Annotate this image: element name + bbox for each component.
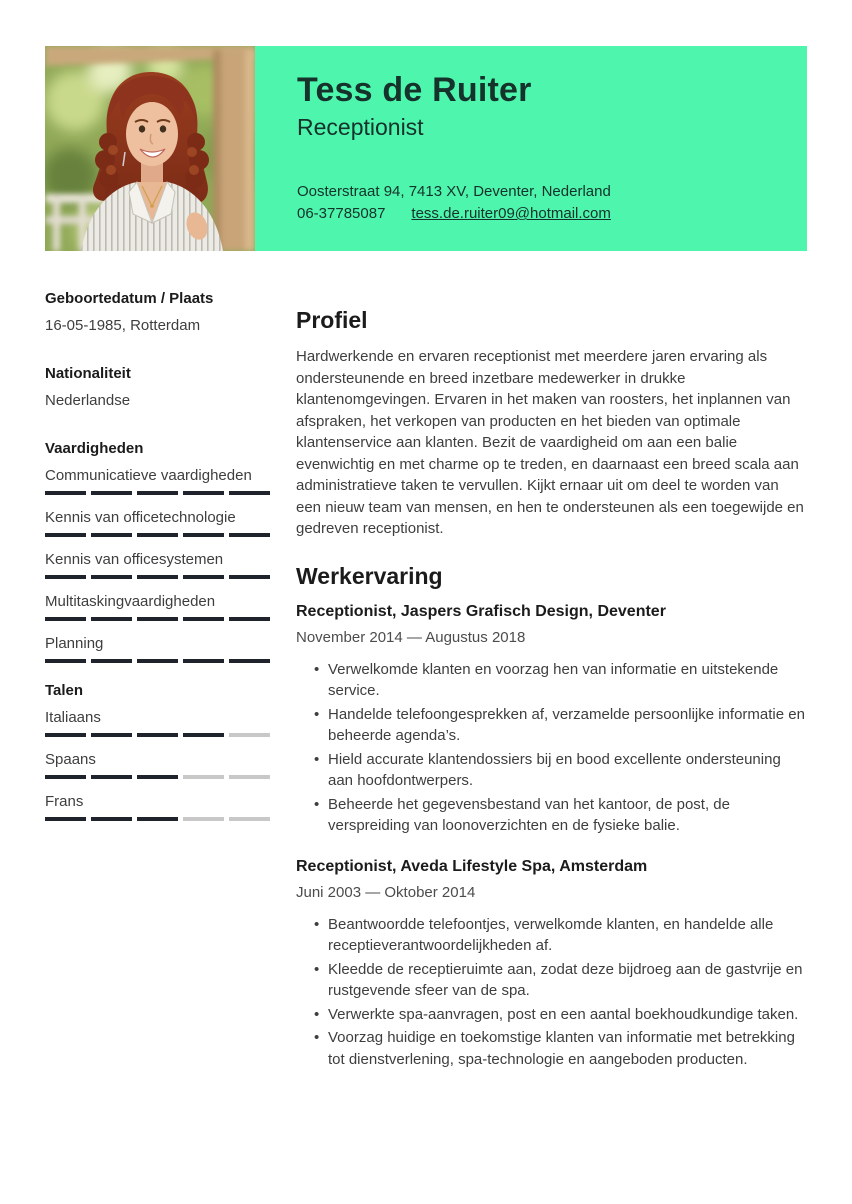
skill-meter (45, 533, 270, 537)
meter-segment (183, 817, 224, 821)
language-item (45, 708, 270, 737)
skill-label: Kennis van officetechnologie (45, 509, 236, 526)
meter-segment (183, 533, 224, 537)
skill-label: Multitaskingvaardigheden (45, 593, 216, 610)
skills-section (45, 439, 270, 663)
meter-segment (229, 775, 270, 779)
job-entry (296, 602, 807, 837)
meter-segment (45, 817, 86, 821)
birth-section (45, 289, 270, 336)
nationality-value: Nederlandse (45, 392, 131, 409)
job-entry (296, 857, 807, 1071)
language-item (45, 750, 270, 779)
skill-item (45, 634, 270, 663)
meter-segment (137, 575, 178, 579)
experience-heading: Werkervaring (296, 562, 443, 589)
language-label: Italiaans (45, 709, 101, 726)
person-job-title: Receptionist (297, 114, 424, 140)
job-bullet: • Voorzag huidige en toekomstige klanten van informatie met betrekking tot dienstverlening, spa-technologie en aangeboden producten. (313, 1027, 807, 1070)
meter-segment (229, 491, 270, 495)
skill-meter (45, 617, 270, 621)
contact-email-link[interactable]: tess.de.ruiter09@hotmail.com (411, 205, 611, 222)
profile-photo (45, 46, 255, 251)
language-label: Frans (45, 793, 84, 810)
meter-segment (229, 817, 270, 821)
meter-segment (91, 617, 132, 621)
meter-segment (91, 491, 132, 495)
meter-segment (91, 533, 132, 537)
language-meter (45, 817, 270, 821)
skill-item (45, 550, 270, 579)
profile-heading: Profiel (296, 307, 368, 333)
meter-segment (91, 733, 132, 737)
meter-segment (45, 533, 86, 537)
meter-segment (45, 659, 86, 663)
birth-heading: Geboortedatum / Plaats (45, 290, 214, 307)
job-bullet: • Hield accurate klantendossiers bij en bood excellente ondersteuning aan hoofdontwerpers. (313, 749, 807, 792)
meter-segment (183, 775, 224, 779)
job-bullet: • Beantwoordde telefoontjes, verwelkomde klanten, en handelde alle receptieverantwoordelijkheden af. (313, 914, 807, 957)
job-period: November 2014 — Augustus 2018 (296, 628, 526, 646)
meter-segment (137, 659, 178, 663)
sidebar (45, 289, 270, 1072)
skill-item (45, 592, 270, 621)
meter-segment (91, 775, 132, 779)
meter-segment (137, 491, 178, 495)
meter-segment (137, 733, 178, 737)
meter-segment (183, 659, 224, 663)
skill-item (45, 466, 270, 495)
meter-segment (45, 775, 86, 779)
skill-meter (45, 659, 270, 663)
resume-header (45, 46, 807, 251)
birth-value: 16-05-1985, Rotterdam (45, 317, 201, 334)
skill-meter (45, 575, 270, 579)
nationality-heading: Nationaliteit (45, 365, 131, 382)
job-bullet-list (296, 914, 807, 1071)
meter-segment (45, 575, 86, 579)
meter-segment (183, 733, 224, 737)
meter-segment (229, 533, 270, 537)
meter-segment (137, 533, 178, 537)
languages-heading: Talen (45, 682, 84, 699)
skill-label: Communicatieve vaardigheden (45, 467, 252, 484)
meter-segment (229, 659, 270, 663)
meter-segment (183, 617, 224, 621)
nationality-section (45, 364, 270, 411)
meter-segment (137, 817, 178, 821)
job-title: Receptionist, Aveda Lifestyle Spa, Amsterdam (296, 857, 648, 875)
contact-phone: 06-37785087 (297, 205, 386, 222)
job-bullet: • Beheerde het gegevensbestand van het kantoor, de post, de verspreiding van loonoverzichten en de fysieke balie. (313, 794, 807, 837)
contact-block (297, 181, 779, 224)
meter-segment (91, 817, 132, 821)
job-period: Juni 2003 — Oktober 2014 (296, 883, 476, 901)
meter-segment (91, 659, 132, 663)
skill-label: Planning (45, 635, 104, 652)
header-green-panel (255, 46, 807, 251)
profile-text: Hardwerkende en ervaren receptionist met meerdere jaren ervaring als ondersteunende en breed inzetbare medewerker in drukke klantenomgevingen. Ervaren in het maken van roosters, het inplannen van afspraken, het verkopen van producten en het bieden van optimale klantenservice aan klanten. Bezit de vaardigheid om aan een balie evenwichtig en met charme op te treden, en daarnaast een breed scala aan administratieve taken te vervullen. Kijkt ernaar uit om deel te worden van een nieuw team van mensen, en hen te ondersteunen als een toegewijde en gedreven receptionist. (296, 348, 804, 537)
meter-segment (45, 733, 86, 737)
language-label: Spaans (45, 751, 96, 768)
meter-segment (183, 491, 224, 495)
meter-segment (183, 575, 224, 579)
main-column (296, 289, 807, 1072)
skills-heading: Vaardigheden (45, 440, 144, 457)
meter-segment (229, 617, 270, 621)
language-item (45, 792, 270, 821)
meter-segment (91, 575, 132, 579)
job-bullet: • Kleedde de receptieruimte aan, zodat deze bijdroeg aan de gastvrije en rustgevende sfeer van de spa. (313, 959, 807, 1002)
meter-segment (137, 775, 178, 779)
job-bullet-list (296, 659, 807, 837)
job-title: Receptionist, Jaspers Grafisch Design, Deventer (296, 602, 666, 620)
content-columns (45, 289, 807, 1072)
skill-meter (45, 491, 270, 495)
job-bullet: • Handelde telefoongesprekken af, verzamelde persoonlijke informatie en beheerde agenda’s. (313, 704, 807, 747)
job-bullet: • Verwelkomde klanten en voorzag hen van informatie en uitstekende service. (313, 659, 807, 702)
contact-address: Oosterstraat 94, 7413 XV, Deventer, Nederland (297, 183, 611, 200)
meter-segment (45, 617, 86, 621)
meter-segment (137, 617, 178, 621)
meter-segment (45, 491, 86, 495)
person-name: Tess de Ruiter (297, 71, 532, 109)
meter-segment (229, 733, 270, 737)
language-meter (45, 733, 270, 737)
languages-section (45, 681, 270, 821)
meter-segment (229, 575, 270, 579)
job-bullet: • Verwerkte spa-aanvragen, post en een aantal boekhoudkundige taken. (313, 1004, 807, 1026)
language-meter (45, 775, 270, 779)
skill-item (45, 508, 270, 537)
skill-label: Kennis van officesystemen (45, 551, 224, 568)
